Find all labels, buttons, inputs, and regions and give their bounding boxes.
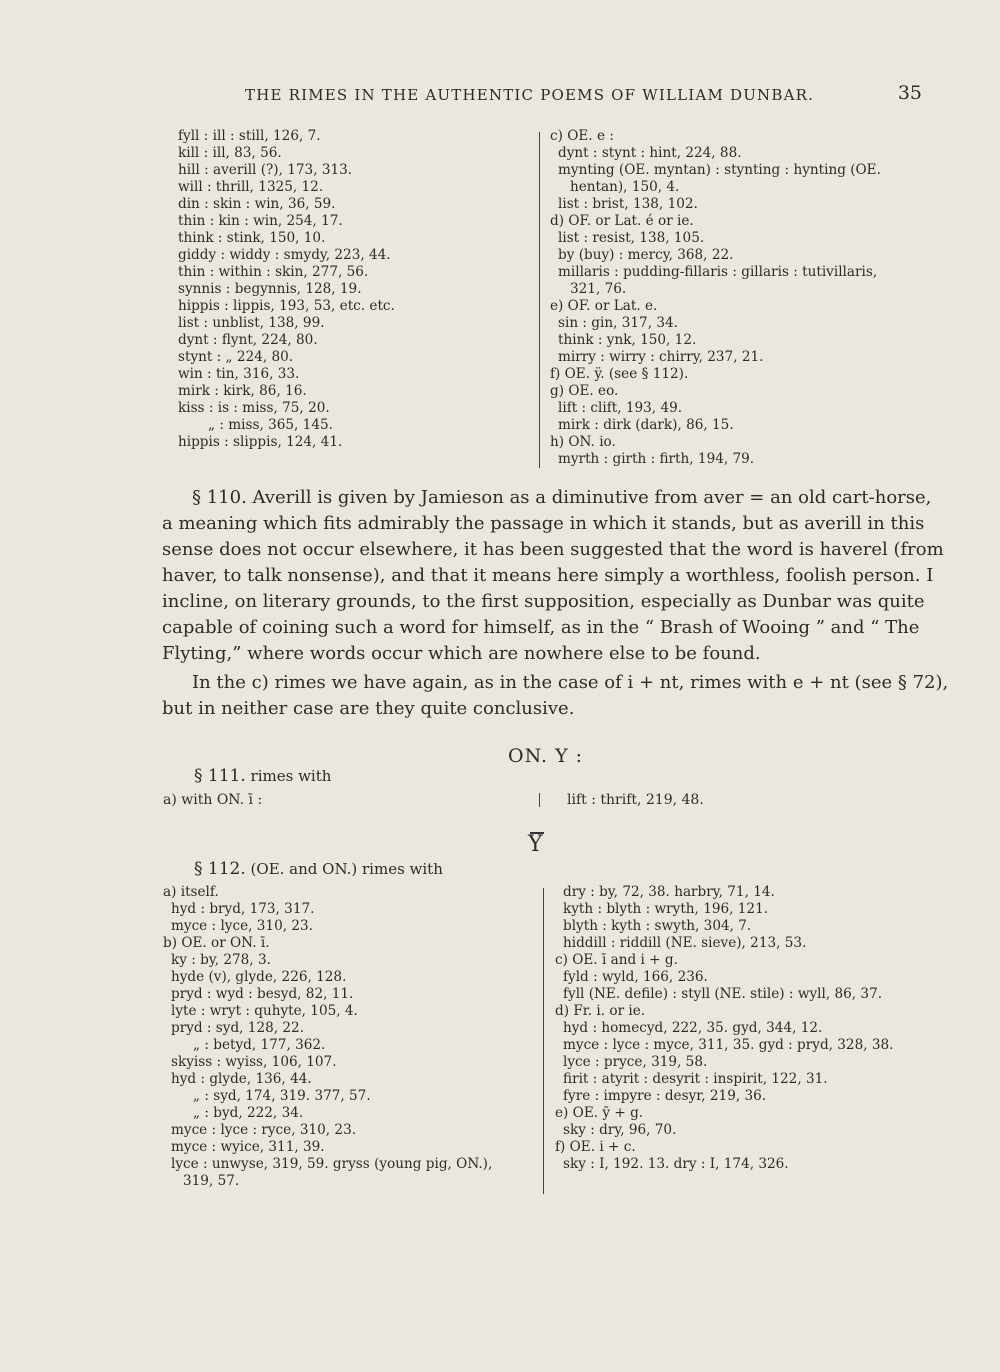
column-divider-bottom	[543, 888, 544, 1194]
page-header	[160, 82, 930, 108]
para-line: § 110. Averill is given by Jamieson as a diminutive from aver = an old cart-horse,	[192, 487, 932, 508]
section-111-number: § 111.	[194, 766, 246, 786]
para-line: Flyting,” where words occur which are nowhere else to be found.	[162, 643, 761, 664]
rime-line: e) OF. or Lat. e.	[550, 298, 658, 314]
rime-line: by (buy) : mercy, 368, 22.	[558, 247, 734, 263]
rime-line: kiss : is : miss, 75, 20.	[178, 400, 330, 416]
running-title: THE RIMES IN THE AUTHENTIC POEMS OF WILLIAM DUNBAR.	[245, 86, 815, 104]
section-112-number: § 112.	[194, 859, 246, 879]
rime-line: hyd : bryd, 173, 317.	[171, 901, 315, 917]
page-number: 35	[897, 82, 922, 104]
rime-line: lift : clift, 193, 49.	[558, 400, 683, 416]
rime-line: kill : ill, 83, 56.	[178, 145, 282, 161]
rime-line: fyld : wyld, 166, 236.	[563, 969, 708, 985]
section-111-rime: lift : thrift, 219, 48.	[567, 792, 704, 808]
rime-line: pryd : wyd : besyd, 82, 11.	[171, 986, 354, 1002]
rime-line: fyre : impyre : desyr, 219, 36.	[563, 1088, 767, 1104]
rime-line: „ : byd, 222, 34.	[193, 1105, 304, 1121]
rime-line: blyth : kyth : swyth, 304, 7.	[563, 918, 752, 934]
rime-line: think : ynk, 150, 12.	[558, 332, 697, 348]
rime-line: d) Fr. i. or ie.	[555, 1003, 646, 1019]
para-line: sense does not occur elsewhere, it has been suggested that the word is haverel (from	[162, 539, 944, 560]
section-111-line-a	[163, 792, 262, 809]
rime-line: lyte : wryt : quhyte, 105, 4.	[171, 1003, 358, 1019]
rime-line: hiddill : riddill (NE. sieve), 213, 53.	[563, 935, 807, 951]
rime-line: myce : lyce, 310, 23.	[171, 918, 313, 934]
rime-line: thin : within : skin, 277, 56.	[178, 264, 369, 280]
rime-line: win : tin, 316, 33.	[178, 366, 300, 382]
section-110-text	[162, 485, 944, 667]
rime-line: synnis : begynnis, 128, 19.	[178, 281, 362, 297]
rime-line: fyll (NE. defile) : styll (NE. stile) : wyll, 86, 37.	[563, 986, 883, 1002]
section-112-title: (OE. and ON.) rimes with	[250, 860, 443, 878]
rime-line: mirk : kirk, 86, 16.	[178, 383, 307, 399]
para-line: incline, on literary grounds, to the first supposition, especially as Dunbar was quite	[162, 591, 925, 612]
para-line: but in neither case are they quite conclusive.	[162, 698, 575, 719]
rime-line: a) itself.	[163, 884, 219, 900]
rime-line: ky : by, 278, 3.	[171, 952, 271, 968]
rime-line: „ : syd, 174, 319. 377, 57.	[193, 1088, 371, 1104]
rime-line: „ : betyd, 177, 362.	[193, 1037, 326, 1053]
rime-line: hyd : glyde, 136, 44.	[171, 1071, 312, 1087]
rime-line: dynt : flynt, 224, 80.	[178, 332, 318, 348]
rime-line: skyiss : wyiss, 106, 107.	[171, 1054, 337, 1070]
section-111-title: rimes with	[250, 767, 332, 785]
macron-bar	[530, 832, 544, 834]
rime-line: hyd : homecyd, 222, 35. gyd, 344, 12.	[563, 1020, 823, 1036]
rime-line: giddy : widdy : smydy, 223, 44.	[178, 247, 391, 263]
rime-line: sin : gin, 317, 34.	[558, 315, 678, 331]
rime-line: kyth : blyth : wryth, 196, 121.	[563, 901, 769, 917]
rime-line: hill : averill (?), 173, 313.	[178, 162, 353, 178]
rime-line: myce : wyice, 311, 39.	[171, 1139, 325, 1155]
rime-line: dry : by, 72, 38. harbry, 71, 14.	[563, 884, 775, 900]
rime-line: list : resist, 138, 105.	[558, 230, 705, 246]
section-111-heading	[194, 766, 331, 786]
section-112-heading	[194, 859, 443, 879]
heading-y-letter: Y	[528, 832, 543, 857]
heading-on-y: ON. Y :	[508, 745, 584, 767]
rime-line: will : thrill, 1325, 12.	[178, 179, 324, 195]
heading-y-macron	[528, 832, 543, 857]
section-111-right	[567, 792, 704, 809]
rime-line: 321, 76.	[570, 281, 627, 297]
rime-line: mirry : wirry : chirry, 237, 21.	[558, 349, 764, 365]
rime-line: „ : miss, 365, 145.	[208, 417, 333, 433]
para-line: haver, to talk nonsense), and that it means here simply a worthless, foolish person. I	[162, 565, 934, 586]
section-110-paragraph	[162, 485, 944, 667]
rime-line: e) OE. ȳ + g.	[555, 1105, 644, 1121]
rime-list-left-bottom	[163, 884, 492, 1190]
rime-line: fyll : ill : still, 126, 7.	[178, 128, 321, 144]
rime-line: myrth : girth : firth, 194, 79.	[558, 451, 755, 467]
column-divider-111	[539, 793, 540, 807]
rime-line: sky : dry, 96, 70.	[563, 1122, 677, 1138]
para-line: capable of coining such a word for himself, as in the “ Brash of Wooing ” and “ The	[162, 617, 920, 638]
rime-list-left-top	[178, 128, 395, 451]
rime-line: dynt : stynt : hint, 224, 88.	[558, 145, 742, 161]
rime-line: 319, 57.	[183, 1173, 240, 1189]
rime-line: list : unblist, 138, 99.	[178, 315, 325, 331]
rime-line: list : brist, 138, 102.	[558, 196, 698, 212]
para-line: In the c) rimes we have again, as in the case of i + nt, rimes with e + nt (see § 72),	[192, 672, 949, 693]
rime-line: mirk : dirk (dark), 86, 15.	[558, 417, 734, 433]
rime-line: think : stink, 150, 10.	[178, 230, 326, 246]
rime-line: hentan), 150, 4.	[570, 179, 680, 195]
rime-line: c) OE. e :	[550, 128, 614, 144]
rime-line: c) OE. ī and i + g.	[555, 952, 678, 968]
rime-line: f) OE. ÿ. (see § 112).	[550, 366, 689, 382]
rime-list-right-bottom	[555, 884, 894, 1173]
rime-list-right-top	[550, 128, 881, 468]
rime-line: myce : lyce : myce, 311, 35. gyd : pryd, 328, 38.	[563, 1037, 894, 1053]
rime-line: hippis : lippis, 193, 53, etc. etc.	[178, 298, 395, 314]
rime-line: millaris : pudding-fillaris : gillaris : tutivillaris,	[558, 264, 878, 280]
rime-line: pryd : syd, 128, 22.	[171, 1020, 305, 1036]
rime-line: lyce : pryce, 319, 58.	[563, 1054, 708, 1070]
rime-line: f) OE. i + c.	[555, 1139, 636, 1155]
rime-line: h) ON. io.	[550, 434, 616, 450]
rime-line: b) OE. or ON. ī.	[163, 935, 270, 951]
rime-line: d) OF. or Lat. é or ie.	[550, 213, 694, 229]
c-rimes-paragraph	[162, 670, 949, 722]
rime-line: din : skin : win, 36, 59.	[178, 196, 336, 212]
rime-line: firit : atyrit : desyrit : inspirit, 122, 31.	[563, 1071, 828, 1087]
rime-line: thin : kin : win, 254, 17.	[178, 213, 343, 229]
rime-line: mynting (OE. myntan) : stynting : hynting (OE.	[558, 162, 881, 178]
para-line: a meaning which fits admirably the passage in which it stands, but as averill in this	[162, 513, 925, 534]
rime-line: myce : lyce : ryce, 310, 23.	[171, 1122, 357, 1138]
rime-line: g) OE. eo.	[550, 383, 619, 399]
section-111-item: a) with ON. ī :	[163, 792, 263, 808]
rime-line: hippis : slippis, 124, 41.	[178, 434, 343, 450]
column-divider-top	[539, 132, 540, 468]
rime-line: sky : I, 192. 13. dry : I, 174, 326.	[563, 1156, 789, 1172]
rime-line: stynt : „ 224, 80.	[178, 349, 294, 365]
rime-line: lyce : unwyse, 319, 59. gryss (young pig, ON.),	[171, 1156, 493, 1172]
rime-line: hyde (v), glyde, 226, 128.	[171, 969, 347, 985]
